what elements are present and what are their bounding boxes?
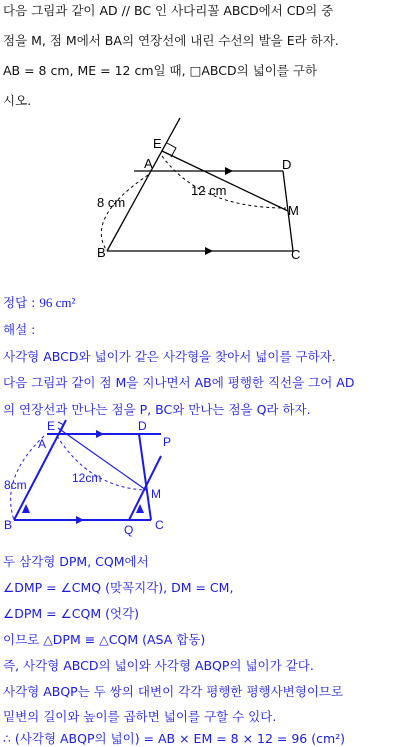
solution-heading: 해설 : (3, 322, 36, 337)
fig1-label-ab: 8 cm (97, 195, 126, 210)
solution-line-4: 두 삼각형 DPM, CQM에서 (3, 554, 149, 569)
trapezoid-figure (0, 108, 400, 268)
fig2-label-C: C (155, 518, 164, 532)
fig2-label-Q: Q (124, 523, 134, 537)
solution-line-7: 이므로 △DPM ≡ △CQM (ASA 합동) (3, 632, 206, 647)
fig1-label-M: M (288, 203, 299, 218)
fig2-label-M: M (151, 487, 161, 501)
solution-line-2: 다음 그림과 같이 점 M을 지나면서 AB에 평행한 직선을 그어 AD (3, 375, 355, 390)
fig1-label-me: 12 cm (191, 183, 227, 198)
solution-line-3: 의 연장선과 만나는 점을 P, BC와 만나는 점을 Q라 하자. (3, 402, 311, 417)
solution-line-9: 사각형 ABQP는 두 쌍의 대변이 각각 평행한 평행사변형이므로 (3, 684, 344, 699)
fig1-label-C: C (291, 247, 301, 262)
problem-line-4: 시오. (3, 93, 32, 108)
parallelogram-figure (0, 418, 200, 538)
fig2-label-E: E (47, 419, 56, 433)
answer-line (3, 294, 75, 311)
problem-line-2: 점을 M, 점 M에서 BA의 연장선에 내린 수선의 발을 E라 하자. (3, 33, 339, 48)
problem-line-1: 다음 그림과 같이 AD // BC 인 사다리꼴 ABCD에서 CD의 중 (3, 3, 334, 18)
fig2-label-A: A (38, 437, 47, 451)
answer-label: 정답 : (3, 295, 36, 310)
solution-line-1: 사각형 ABCD와 넓이가 같은 사각형을 찾아서 넓이를 구하자. (3, 349, 336, 364)
fig1-label-B: B (97, 245, 106, 260)
solution-line-8: 즉, 사각형 ABCD의 넓이와 사각형 ABQP의 넓이가 같다. (3, 658, 314, 673)
solution-line-11: ∴ (사각형 ABQP의 넓이) = AB × EM = 8 × 12 = 96 (cm²) (3, 731, 346, 746)
fig1-label-A: A (144, 156, 153, 171)
fig2-label-B: B (4, 518, 13, 532)
answer-value: 96 cm² (39, 295, 76, 310)
solution-line-6: ∠DPM = ∠CQM (엇각) (3, 606, 140, 621)
fig1-label-D: D (282, 157, 292, 172)
fig2-label-me: 12cm (72, 471, 102, 485)
solution-line-10: 밑변의 길이와 높이를 곱하면 넓이를 구할 수 있다. (3, 709, 277, 724)
fig2-label-ab: 8cm (4, 478, 27, 492)
problem-line-3: AB = 8 cm, ME = 12 cm일 때, □ABCD의 넓이를 구하 (3, 63, 318, 78)
solution-line-5: ∠DMP = ∠CMQ (맞꼭지각), DM = CM, (3, 580, 234, 595)
fig1-label-E: E (153, 136, 162, 151)
fig2-label-P: P (163, 435, 172, 449)
fig2-label-D: D (138, 419, 147, 433)
